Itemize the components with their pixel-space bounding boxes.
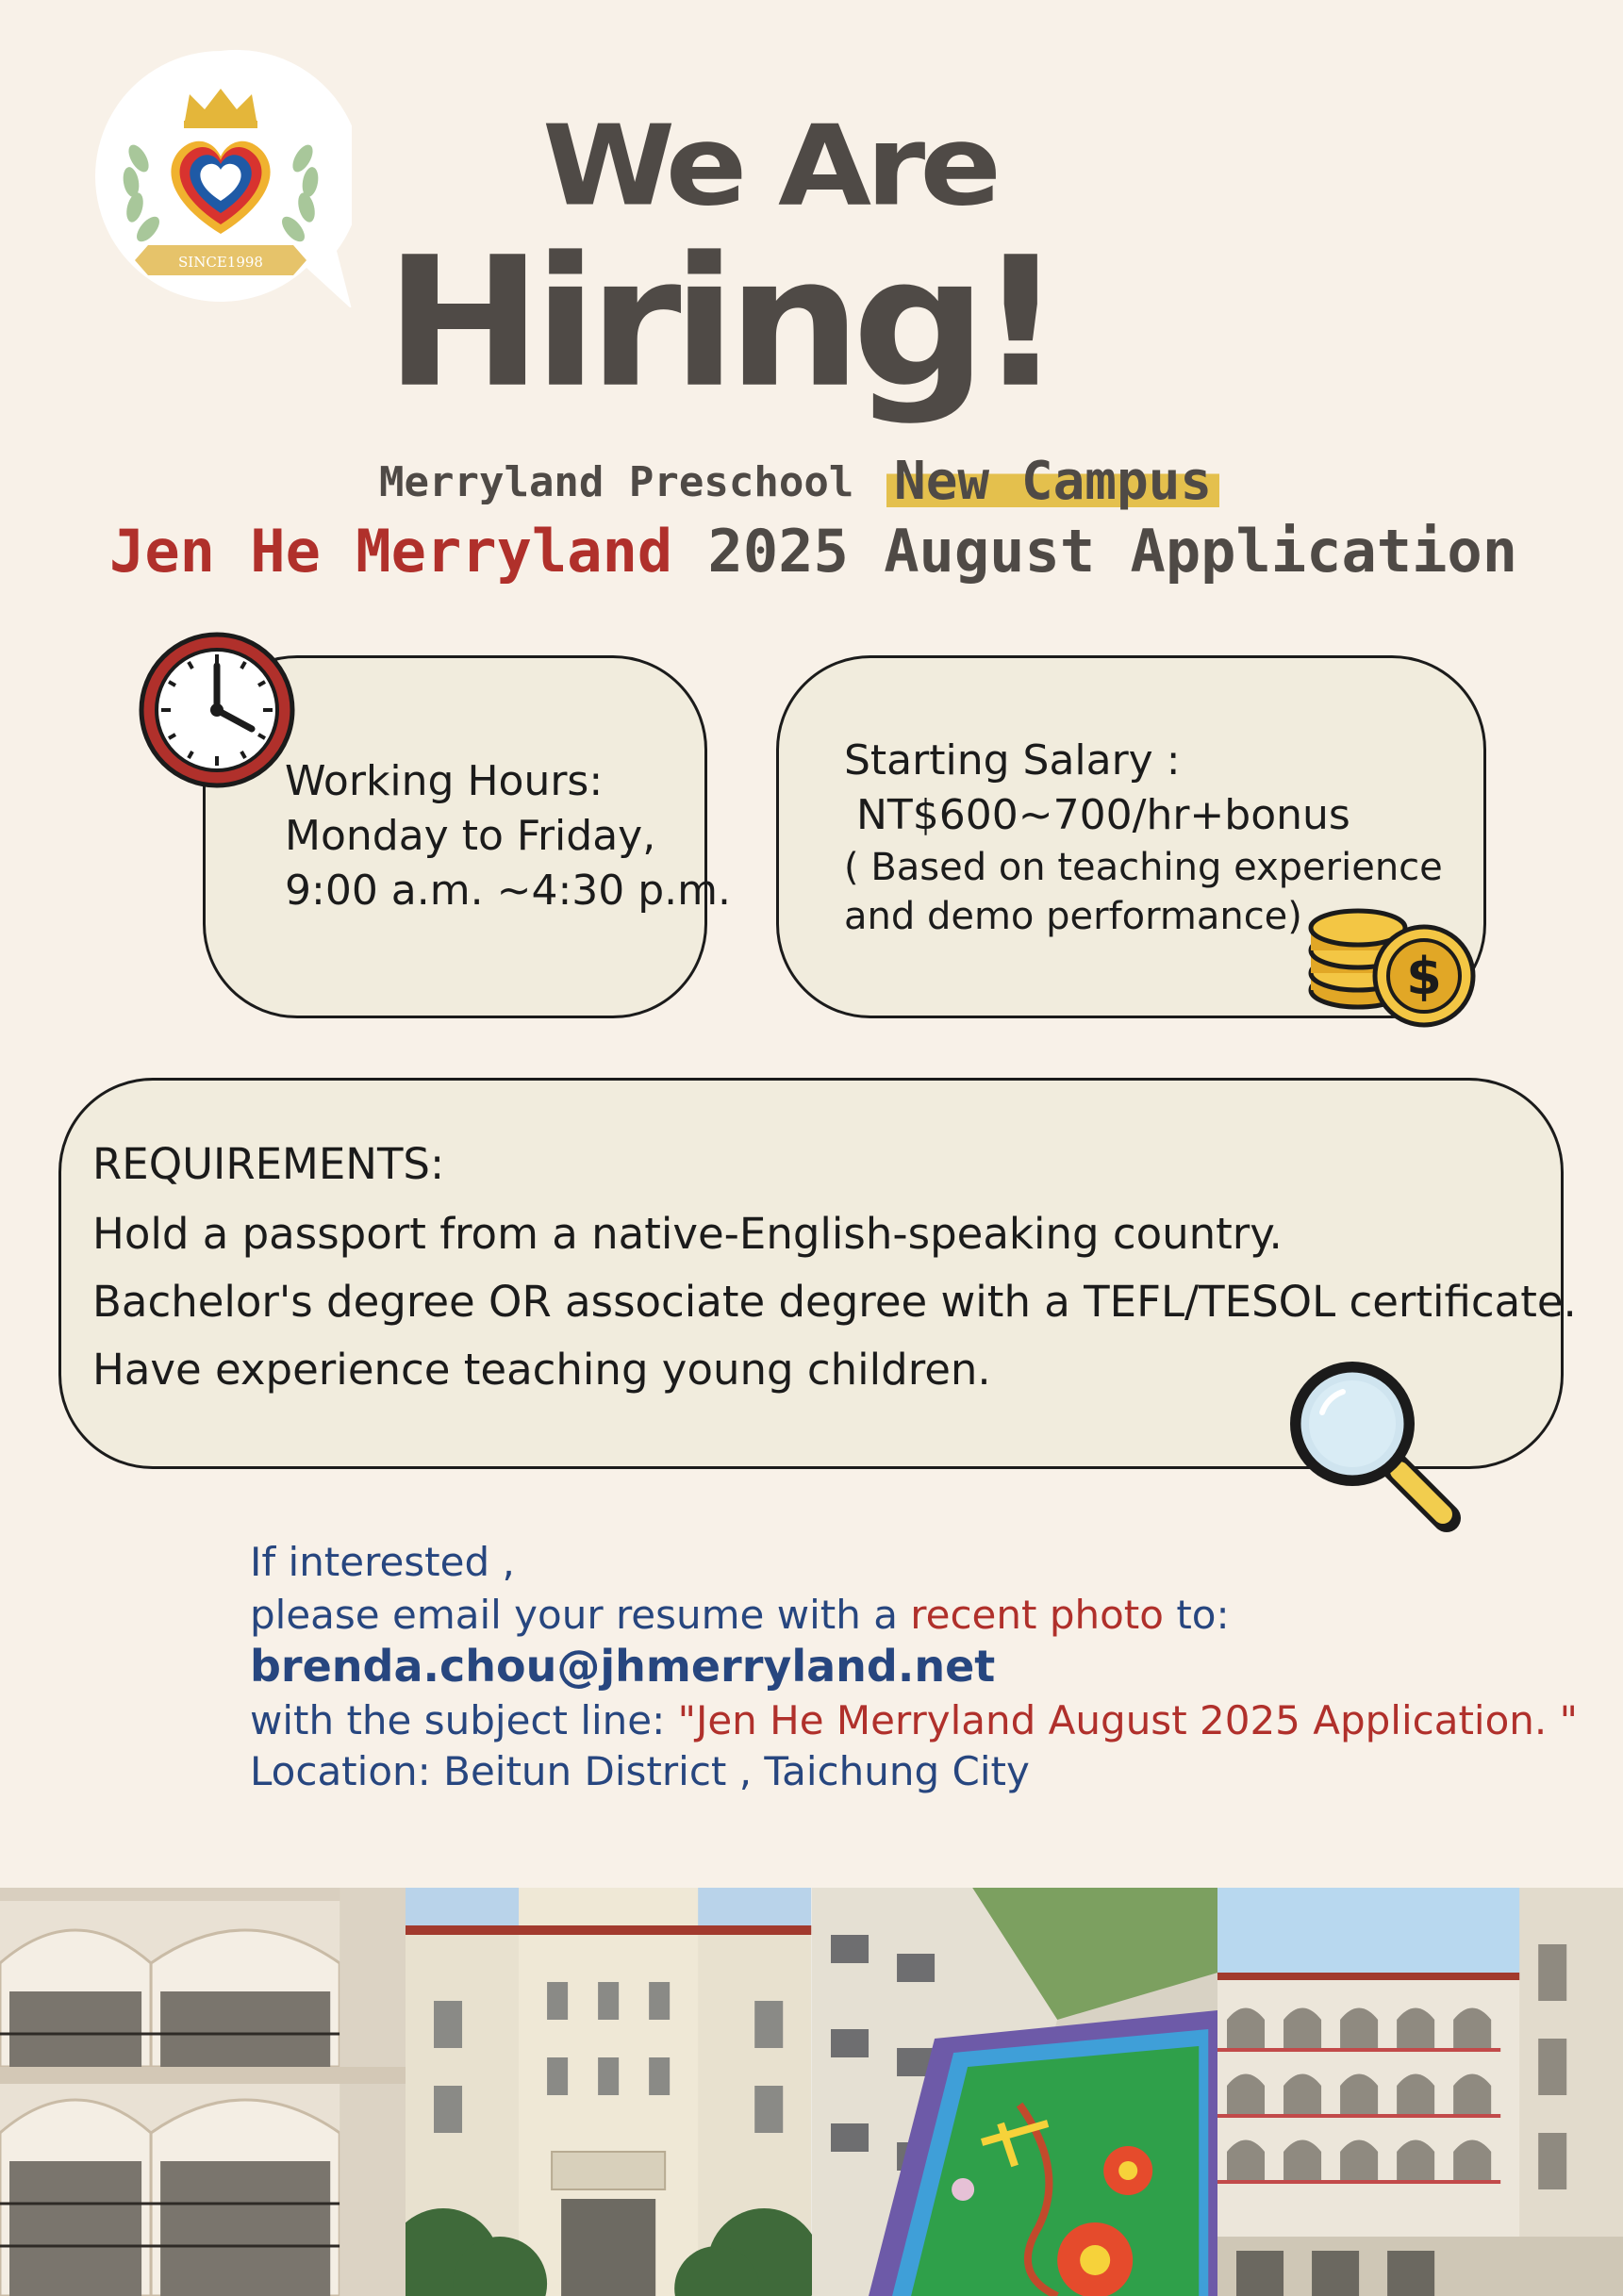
subject-value: "Jen He Merryland August 2025 Application. " [677, 1697, 1578, 1743]
salary-note-line1: ( Based on teaching experience [844, 846, 1443, 889]
headline-line1: We Are [542, 102, 996, 232]
contact-email[interactable]: brenda.chou@jhmerryland.net [250, 1641, 996, 1692]
working-time: 9:00 a.m. ~4:30 p.m. [285, 867, 731, 915]
requirement-item: Have experience teaching young children. [92, 1345, 991, 1395]
campus-photo [406, 1888, 811, 2296]
contact-instruction-end: to: [1163, 1592, 1230, 1638]
application-label: 2025 August Application [672, 517, 1518, 586]
campus-photo-strip [0, 1888, 1623, 2296]
contact-instruction [250, 1592, 1230, 1638]
recent-photo-highlight: recent photo [910, 1592, 1164, 1638]
subject-prefix: with the subject line: [250, 1697, 678, 1743]
application-title [109, 517, 1517, 586]
working-hours-label: Working Hours: [285, 757, 604, 805]
campus-photo [812, 1888, 1217, 2296]
campus-name: Jen He Merryland [109, 517, 673, 586]
headline-line2: Hiring! [385, 219, 1054, 428]
salary-value: NT$600~700/hr+bonus [856, 791, 1350, 839]
school-name: Merryland Preschool [379, 458, 854, 506]
school-logo [90, 45, 352, 307]
clock-icon [137, 630, 297, 790]
svg-text:$: $ [1406, 947, 1442, 1006]
salary-label: Starting Salary : [844, 736, 1181, 785]
contact-instruction-start: please email your resume with a [250, 1592, 911, 1638]
salary-note-line2: and demo performance) [844, 895, 1302, 938]
working-days: Monday to Friday, [285, 812, 656, 860]
requirement-item: Bachelor's degree OR associate degree with a TEFL/TESOL certificate. [92, 1277, 1577, 1327]
magnifier-icon [1284, 1356, 1473, 1535]
new-campus-tag: New Campus [886, 451, 1219, 512]
requirements-title: REQUIREMENTS: [92, 1139, 445, 1189]
contact-intro: If interested , [250, 1539, 515, 1585]
contact-location: Location: Beitun District , Taichung City [250, 1748, 1030, 1794]
coins-icon [1306, 896, 1481, 1037]
campus-photo [0, 1888, 406, 2296]
svg-text:SINCE1998: SINCE1998 [178, 254, 263, 271]
requirement-item: Hold a passport from a native-English-speaking country. [92, 1209, 1283, 1259]
contact-subject [250, 1697, 1578, 1743]
working-hours-text [285, 754, 731, 918]
campus-photo [1217, 1888, 1623, 2296]
